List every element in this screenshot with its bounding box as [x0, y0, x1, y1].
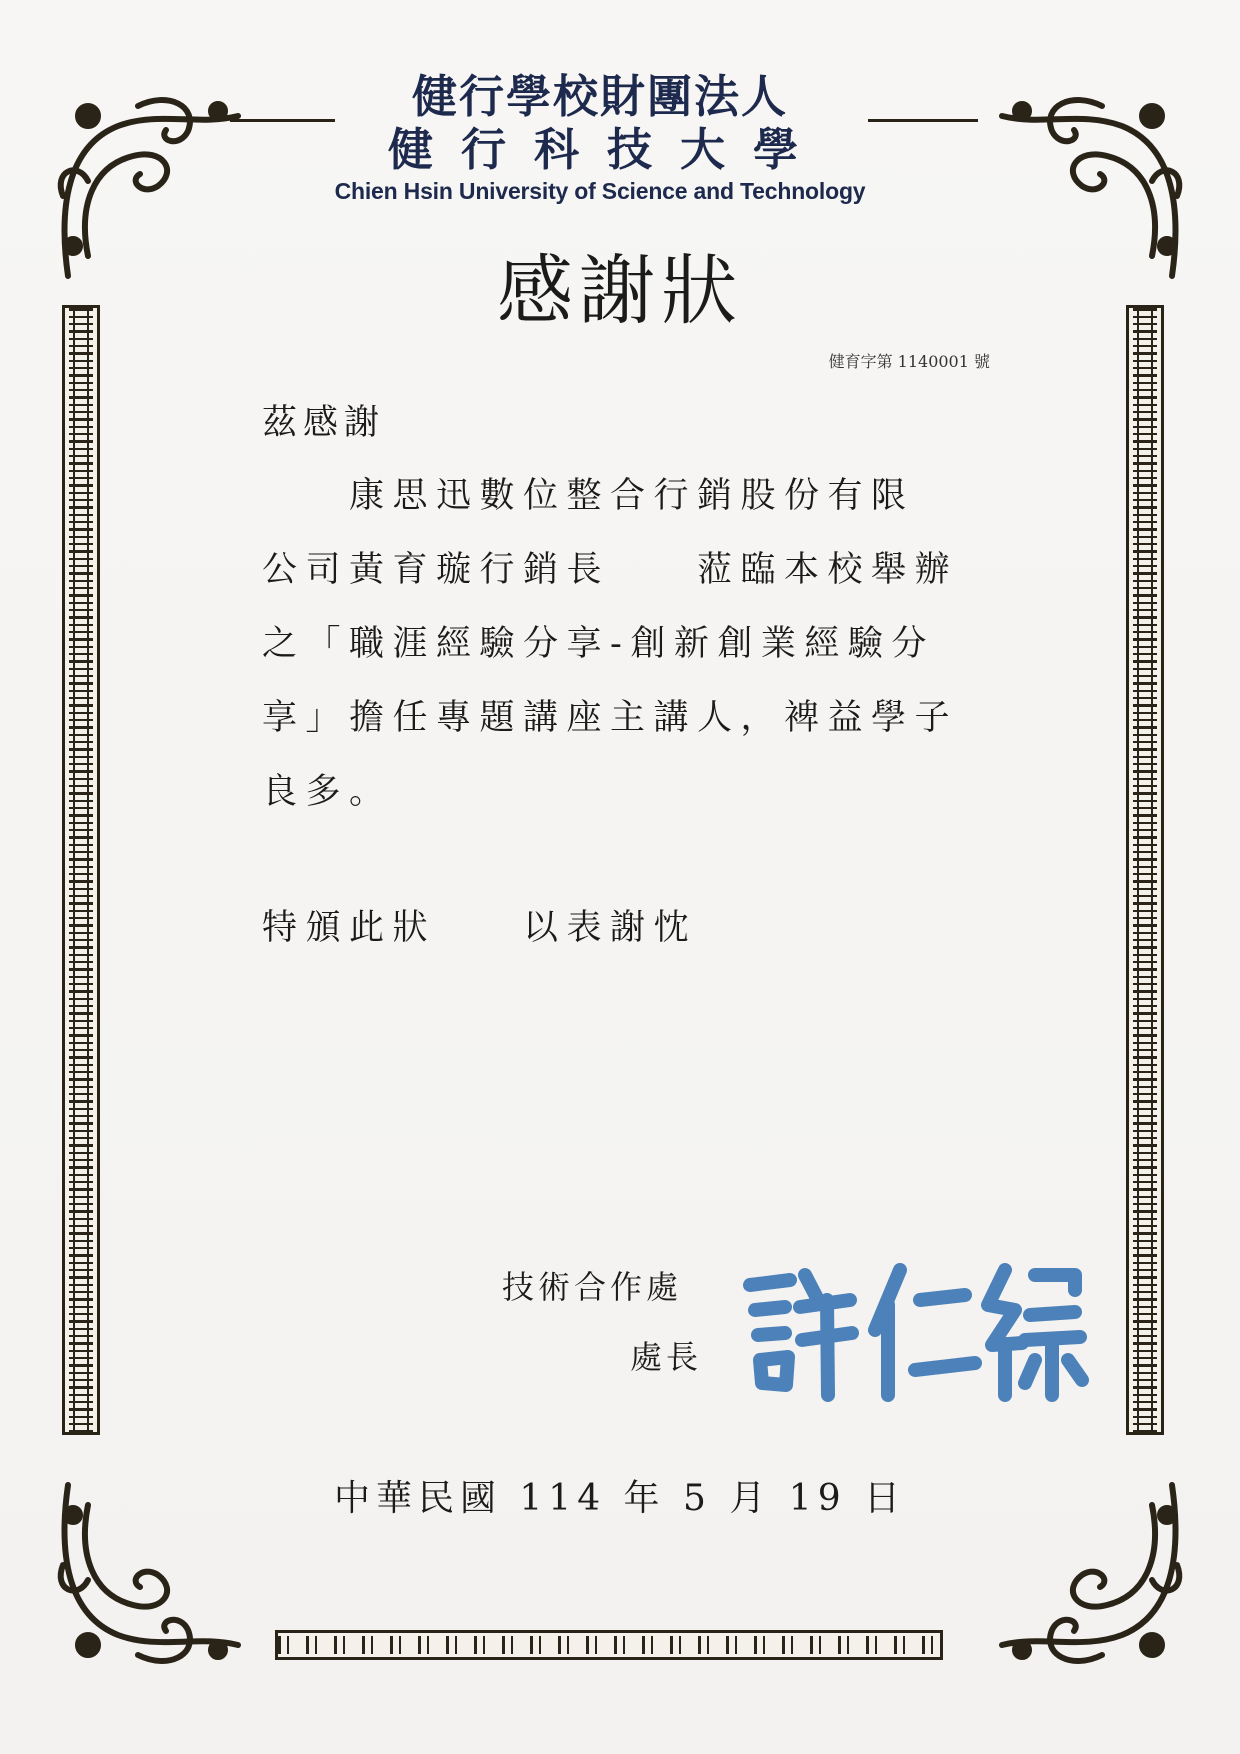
document-number: 健育字第 1140001 號 — [828, 352, 990, 371]
body-line: 享」擔任專題講座主講人，裨益學子 — [262, 698, 959, 738]
university-name: 健行科技大學 — [387, 123, 826, 176]
right-border — [1126, 305, 1164, 1435]
university-english-name: Chien Hsin University of Science and Technology — [334, 178, 866, 204]
university-header — [330, 70, 870, 206]
department-label: 技術合作處 — [502, 1268, 683, 1306]
greeting: 茲感謝 — [262, 403, 386, 443]
body-line: 康思迅數位整合行銷股份有限 — [262, 476, 915, 516]
issue-date: 中華民國 114 年 5 月 19 日 — [333, 1478, 907, 1519]
body-line: 公司黃育璇行銷長 蒞臨本校舉辦 — [262, 550, 959, 590]
body-line: 良多。 — [262, 772, 393, 812]
left-border — [62, 305, 100, 1435]
position-label: 處長 — [630, 1338, 703, 1376]
bottom-border — [275, 1630, 943, 1660]
signature-stamp — [730, 1245, 1090, 1405]
closing-phrase: 特頒此狀 以表謝忱 — [262, 908, 698, 948]
header-rule-right — [868, 119, 978, 122]
foundation-name: 健行學校財團法人 — [411, 70, 788, 123]
certificate-title: 感謝狀 — [497, 246, 743, 335]
body-line: 之「職涯經驗分享-創新創業經驗分 — [262, 624, 935, 664]
